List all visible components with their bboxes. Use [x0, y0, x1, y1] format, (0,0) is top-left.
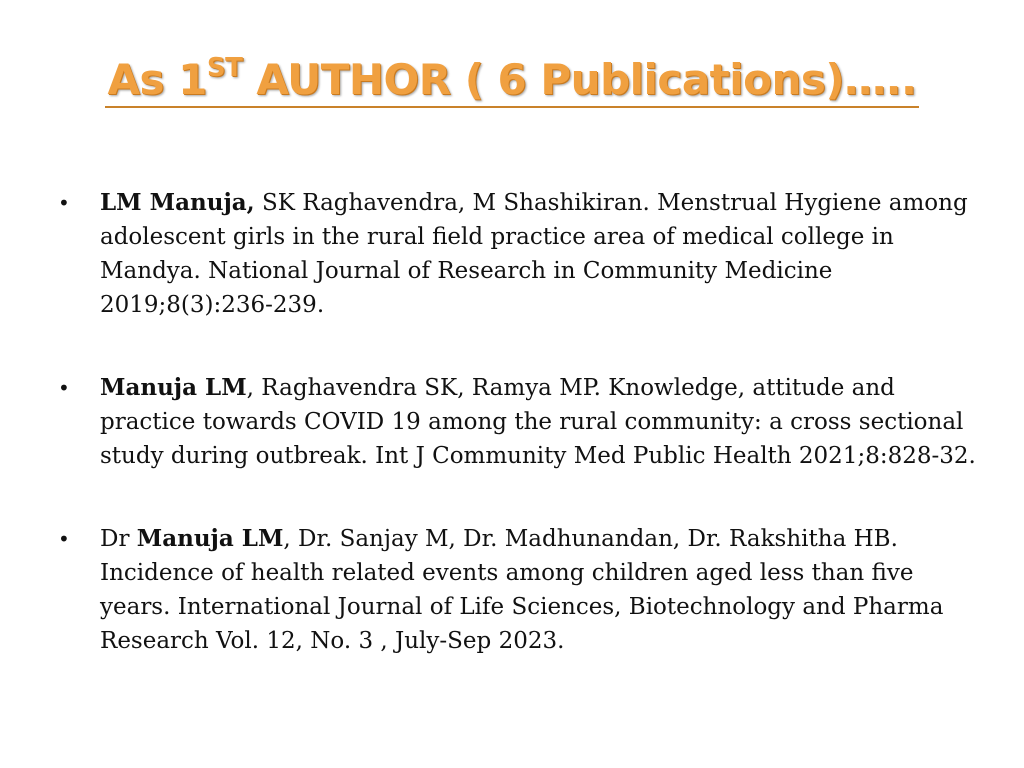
publication-author: Manuja LM [100, 374, 247, 401]
publication-list [58, 186, 978, 707]
title-superscript: ST [206, 53, 243, 83]
slide-title [0, 52, 1024, 108]
publication-citation: SK Raghavendra, M Shashikiran. Menstrual Hygiene among adolescent girls in the rural field practice area of medical college in Mandya. National Journal of Research in Community Medicine 2019;8(3):236-239. [100, 190, 968, 318]
publication-prefix: Dr [100, 526, 137, 552]
bullet-icon: • [58, 527, 70, 551]
bullet-icon: • [58, 376, 70, 400]
publication-item-1 [58, 186, 978, 322]
publication-citation: , Dr. Sanjay M, Dr. Madhunandan, Dr. Rakshitha HB. Incidence of health related events among children aged less than five years. International Journal of Life Sciences, Biotechnology and Pharma Research Vol. 12, No. 3 , July-Sep 2023. [100, 526, 944, 654]
title-suffix: AUTHOR ( 6 Publications)….. [242, 55, 917, 104]
publication-item-3 [58, 522, 978, 658]
publication-citation: , Raghavendra SK, Ramya MP. Knowledge, attitude and practice towards COVID 19 among the rural community: a cross sectional study during outbreak. Int J Community Med Public Health 2021;8:828-32. [100, 375, 976, 469]
publication-item-2 [58, 371, 978, 473]
publication-author: LM Manuja, [100, 189, 255, 216]
bullet-icon: • [58, 191, 70, 215]
title-prefix: As 1 [107, 55, 207, 104]
publication-author: Manuja LM [136, 525, 284, 552]
title-text [105, 54, 918, 108]
